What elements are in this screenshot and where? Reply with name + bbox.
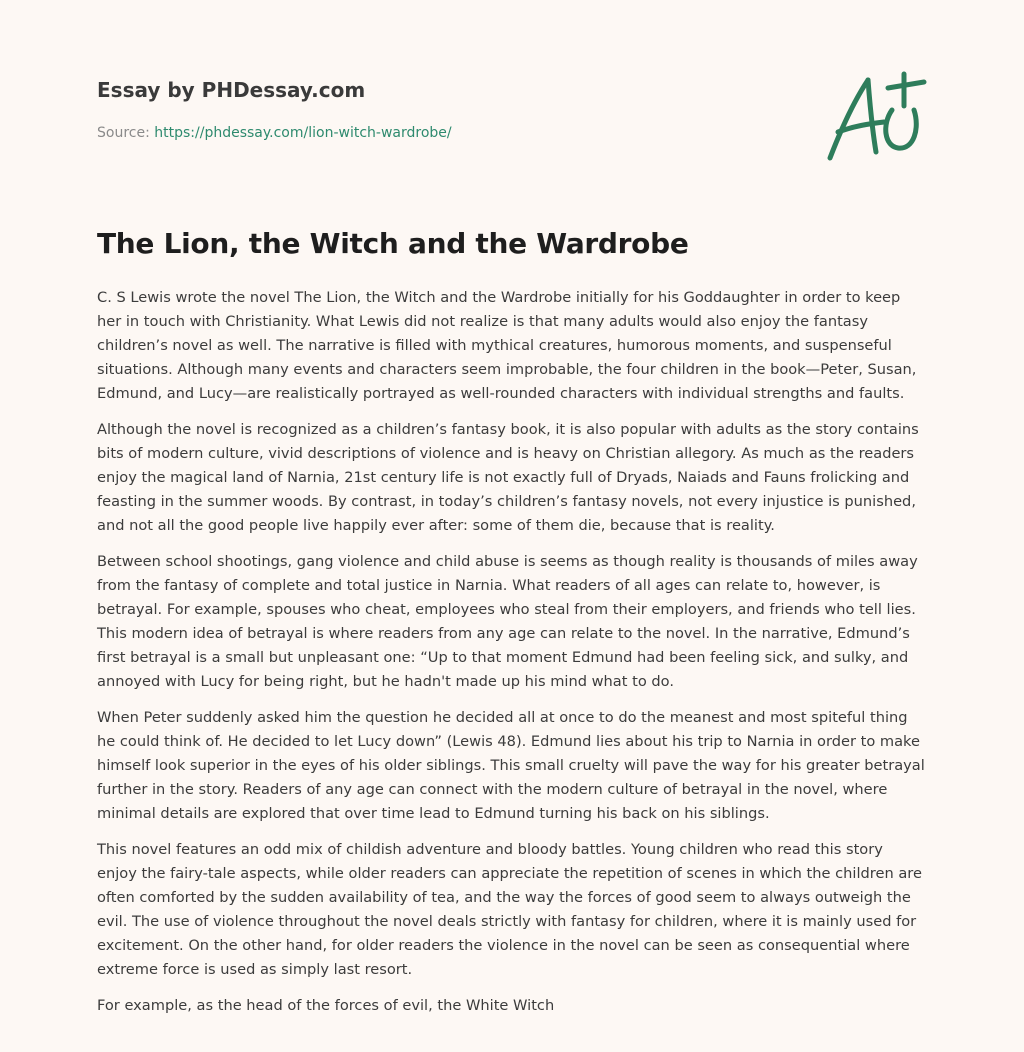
source-link[interactable]: https://phdessay.com/lion-witch-wardrobe/ [154, 125, 452, 141]
essay-paragraph: This novel features an odd mix of childish adventure and bloody battles. Young children who read this story enjoy the fairy-tale aspects, while older readers can appreciate the repetition of scenes in which the children are often comforted by the sudden availability of tea, and the way the forces of good seem to always outweigh the evil. The use of violence throughout the novel deals strictly with fantasy for children, where it is mainly used for excitement. On the other hand, for older readers the violence in the novel can be seen as consequential where extreme force is used as simply last resort. [97, 841, 922, 978]
essay-paragraph: C. S Lewis wrote the novel The Lion, the Witch and the Wardrobe initially for his Goddaughter in order to keep her in touch with Christianity. What Lewis did not realize is that many adults would also enjoy the fantasy children’s novel as well. The narrative is filled with mythical creatures, humorous moments, and suspenseful situations. Although many events and characters seem improbable, the four children in the book—Peter, Susan, Edmund, and Lucy—are realistically portrayed as well-rounded characters with individual strengths and faults. [97, 289, 917, 402]
source-line [97, 124, 797, 142]
essay-paragraph: When Peter suddenly asked him the question he decided all at once to do the meanest and most spiteful thing he could think of. He decided to let Lucy down” (Lewis 48). Edmund lies about his trip to Narnia in order to make himself look superior in the eyes of his older siblings. This small cruelty will pave the way for his greater betrayal further in the story. Readers of any age can connect with the modern culture of betrayal in the novel, where minimal details are explored that over time lead to Edmund turning his back on his siblings. [97, 709, 925, 822]
essay-paragraph: Between school shootings, gang violence and child abuse is seems as though reality is thousands of miles away from the fantasy of complete and total justice in Narnia. What readers of all ages can relate to, however, is betrayal. For example, spouses who cheat, employees who steal from their employers, and friends who tell lies. This modern idea of betrayal is where readers from any age can relate to the novel. In the narrative, Edmund’s first betrayal is a small but unpleasant one: “Up to that moment Edmund had been feeling sick, and sulky, and annoyed with Lucy for being right, but he hadn't made up his mind what to do. [97, 553, 918, 690]
site-brand: Essay by PHDessay.com [97, 78, 366, 102]
a-plus-grade-icon [822, 66, 932, 166]
essay-paragraph: For example, as the head of the forces of evil, the White Witch [97, 997, 555, 1014]
essay-title: The Lion, the Witch and the Wardrobe [97, 227, 689, 260]
source-label: Source: [97, 125, 155, 141]
essay-body [97, 286, 927, 1030]
site-header [97, 78, 797, 142]
essay-paragraph: Although the novel is recognized as a children’s fantasy book, it is also popular with adults as the story contains bits of modern culture, vivid descriptions of violence and is heavy on Christian allegory. As much as the readers enjoy the magical land of Narnia, 21st century life is not exactly full of Dryads, Naiads and Fauns frolicking and feasting in the summer woods. By contrast, in today’s children’s fantasy novels, not every injustice is punished, and not all the good people live happily ever after: some of them die, because that is reality. [97, 421, 919, 534]
